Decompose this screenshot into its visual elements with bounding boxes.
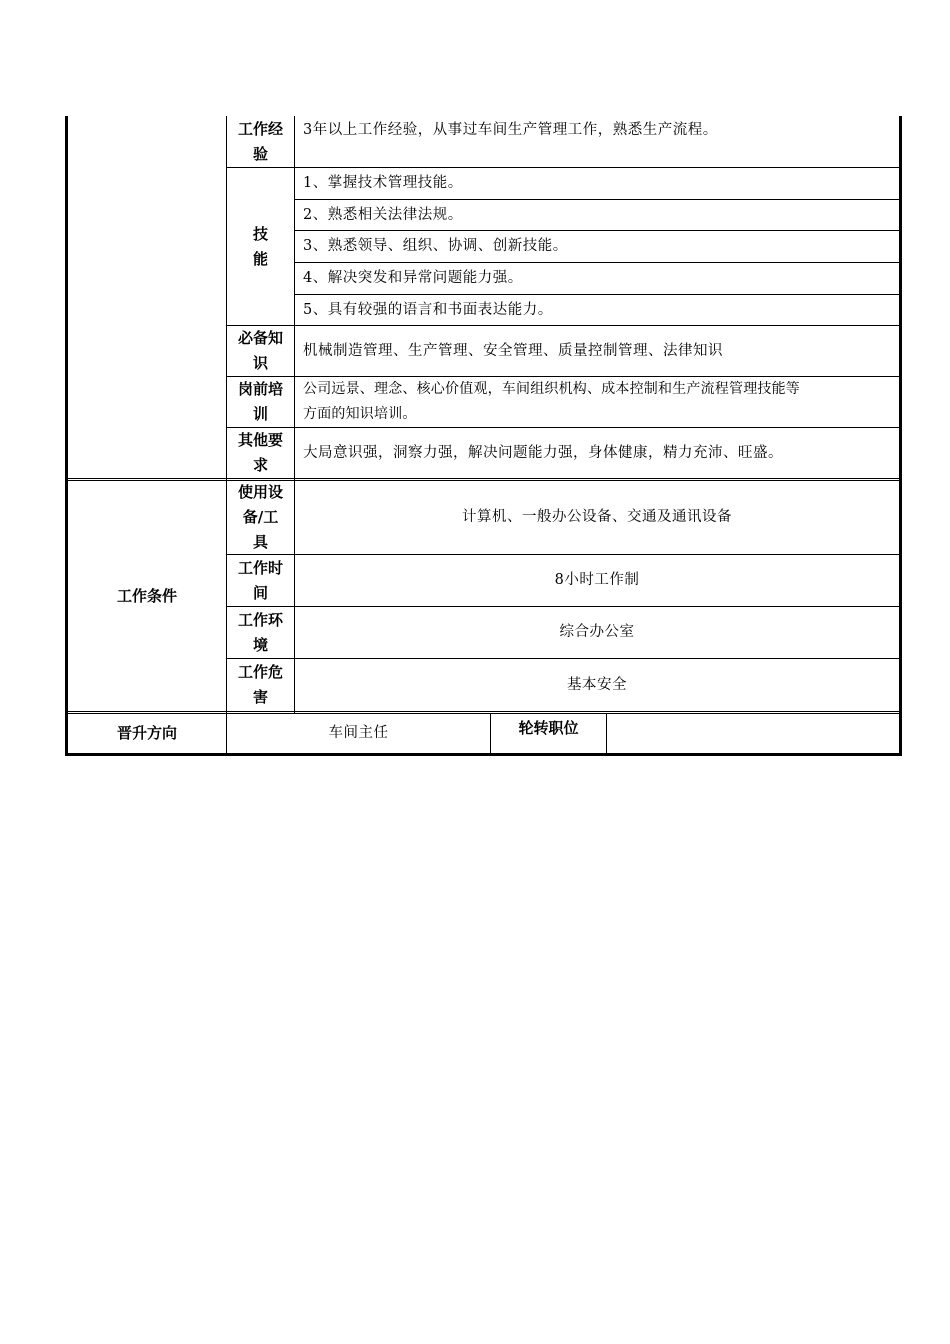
other-requirements-text: 大局意识强，洞察力强，解决问题能力强，身体健康，精力充沛、旺盛。 bbox=[303, 444, 783, 461]
section-title: 工作条件 bbox=[116, 586, 177, 605]
rotation-label-text: 轮转职位 bbox=[518, 718, 579, 737]
skill-item bbox=[303, 200, 893, 230]
label-line: 技 bbox=[252, 224, 268, 243]
label-line: 训 bbox=[252, 405, 268, 423]
label-line: 工作环 bbox=[237, 610, 283, 629]
work-hazard-text: 基本安全 bbox=[567, 676, 627, 693]
skill-item bbox=[303, 168, 893, 199]
work-environment-text: 综合办公室 bbox=[559, 624, 635, 640]
label-line: 具 bbox=[252, 533, 268, 551]
label-line: 其他要 bbox=[237, 431, 283, 449]
skill-text: 4、解决突发和异常问题能力强。 bbox=[303, 270, 523, 286]
work-conditions-label bbox=[68, 481, 226, 711]
experience-text: 3年以上工作经验，从事过车间生产管理工作，熟悉生产流程。 bbox=[303, 122, 718, 138]
promotion-label bbox=[68, 714, 226, 753]
promotion-value bbox=[227, 714, 490, 753]
training-text-line: 公司远景、理念、核心价值观，车间组织机构、成本控制和生产流程管理技能等 bbox=[303, 381, 800, 397]
work-environment-label bbox=[227, 607, 294, 658]
rotation-value bbox=[607, 714, 899, 753]
skill-text: 2、熟悉相关法律法规。 bbox=[303, 206, 463, 223]
label-line: 境 bbox=[252, 635, 268, 654]
label-line: 工作时 bbox=[237, 558, 283, 577]
work-hours-label bbox=[227, 555, 294, 606]
promotion-value-text: 车间主任 bbox=[328, 725, 389, 741]
label-line: 备/工 bbox=[242, 508, 279, 526]
label-line: 识 bbox=[252, 354, 268, 372]
work-hours-text: 8小时工作制 bbox=[554, 572, 640, 588]
label-line: 求 bbox=[252, 456, 268, 474]
skill-text: 1、掌握技术管理技能。 bbox=[303, 175, 463, 191]
knowledge-value bbox=[303, 326, 893, 376]
equipment-value bbox=[295, 481, 899, 554]
work-hazard-label bbox=[227, 659, 294, 711]
work-environment-value bbox=[295, 607, 899, 658]
knowledge-text: 机械制造管理、生产管理、安全管理、质量控制管理、法律知识 bbox=[303, 342, 723, 359]
label-line: 使用设 bbox=[237, 483, 283, 501]
label-line: 能 bbox=[252, 249, 268, 268]
skill-item bbox=[303, 295, 893, 325]
work-hours-value bbox=[295, 555, 899, 606]
knowledge-label bbox=[227, 326, 294, 376]
training-value bbox=[303, 377, 895, 427]
other-requirements-label bbox=[227, 428, 294, 478]
label-line: 工作危 bbox=[237, 663, 283, 681]
skill-text: 3、熟悉领导、组织、协调、创新技能。 bbox=[303, 238, 568, 254]
label-line: 害 bbox=[252, 688, 268, 706]
equipment-text: 计算机、一般办公设备、交通及通讯设备 bbox=[462, 509, 732, 525]
skill-item bbox=[303, 263, 893, 294]
other-requirements-value bbox=[303, 428, 893, 478]
skill-text: 5、具有较强的语言和书面表达能力。 bbox=[303, 301, 553, 318]
training-text-line: 方面的知识培训。 bbox=[303, 406, 417, 422]
label-line: 间 bbox=[252, 583, 268, 602]
skills-label bbox=[227, 168, 294, 325]
equipment-label bbox=[227, 481, 294, 554]
label-line: 必备知 bbox=[237, 329, 283, 347]
experience-label bbox=[227, 117, 294, 167]
promotion-label-text: 晋升方向 bbox=[116, 724, 177, 742]
label-line: 工作经 bbox=[237, 120, 283, 138]
training-label bbox=[227, 377, 294, 427]
experience-value bbox=[303, 118, 893, 166]
skill-item bbox=[303, 231, 893, 262]
rotation-label bbox=[491, 714, 606, 742]
label-line: 验 bbox=[252, 145, 268, 163]
label-line: 岗前培 bbox=[237, 380, 283, 398]
work-hazard-value bbox=[295, 659, 899, 711]
